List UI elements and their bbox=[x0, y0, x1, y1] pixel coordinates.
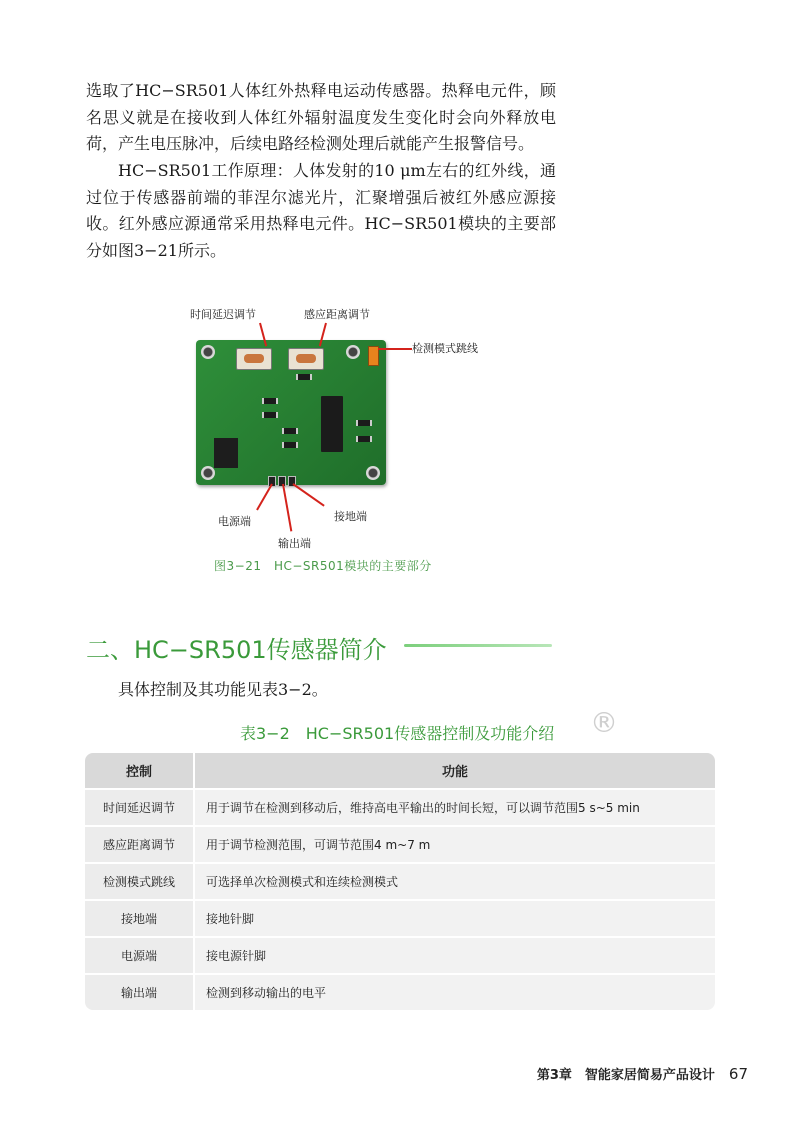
ic-chip bbox=[321, 396, 343, 452]
arrow-ground bbox=[292, 483, 324, 506]
table-header-row bbox=[85, 753, 715, 788]
arrow-mode-jumper bbox=[378, 348, 412, 350]
label-time-delay: 时间延迟调节 bbox=[190, 308, 256, 321]
table-caption: 表3−2 HC−SR501传感器控制及功能介绍 bbox=[240, 724, 555, 743]
table-header-function: 功能 bbox=[193, 753, 715, 788]
table-cell-control: 感应距离调节 bbox=[85, 827, 193, 862]
figure-hc-sr501 bbox=[150, 300, 510, 560]
table-cell-function: 用于调节在检测到移动后，维持高电平输出的时间长短，可以调节范围5 s~5 min bbox=[193, 790, 715, 825]
page-footer bbox=[537, 1064, 748, 1083]
table-row bbox=[85, 862, 715, 899]
table-cell-function: 可选择单次检测模式和连续检测模式 bbox=[193, 864, 715, 899]
table-row bbox=[85, 936, 715, 973]
table-cell-control: 输出端 bbox=[85, 975, 193, 1010]
mounting-hole bbox=[366, 466, 380, 480]
label-ground: 接地端 bbox=[334, 510, 367, 523]
table-cell-function: 检测到移动输出的电平 bbox=[193, 975, 715, 1010]
voltage-regulator bbox=[214, 438, 238, 468]
table-cell-control: 时间延迟调节 bbox=[85, 790, 193, 825]
label-mode-jumper: 检测模式跳线 bbox=[412, 342, 478, 355]
section-intro: 具体控制及其功能见表3−2。 bbox=[118, 680, 328, 699]
arrow-output bbox=[282, 484, 292, 532]
table-cell-control: 接地端 bbox=[85, 901, 193, 936]
arrow-power bbox=[256, 484, 273, 511]
section-title: 二、HC−SR501传感器简介 bbox=[86, 636, 387, 664]
mounting-hole bbox=[201, 466, 215, 480]
table-row bbox=[85, 899, 715, 936]
table-cell-control: 检测模式跳线 bbox=[85, 864, 193, 899]
label-output: 输出端 bbox=[278, 537, 311, 550]
registered-mark-watermark: ® bbox=[590, 706, 618, 739]
smd-component bbox=[282, 442, 298, 448]
body-paragraph-2: HC−SR501工作原理：人体发射的10 μm左右的红外线，通过位于传感器前端的菲涅尔滤光片，汇聚增强后被红外感应源接收。红外感应源通常采用热释电元件。HC−SR501模块的主要部分如图3−21所示。 bbox=[86, 161, 556, 260]
mounting-hole bbox=[346, 345, 360, 359]
label-sensing-distance: 感应距离调节 bbox=[304, 308, 370, 321]
table-row bbox=[85, 788, 715, 825]
smd-component bbox=[356, 420, 372, 426]
body-paragraph-1: 选取了HC−SR501人体红外热释电运动传感器。热释电元件，顾名思义就是在接收到人体红外辐射温度发生变化时会向外释放电荷，产生电压脉冲，后续电路经检测处理后就能产生报警信号。 bbox=[86, 81, 556, 153]
footer-chapter: 第3章 智能家居简易产品设计 bbox=[536, 1068, 715, 1083]
smd-component bbox=[282, 428, 298, 434]
table-cell-function: 接电源针脚 bbox=[193, 938, 715, 973]
smd-component bbox=[262, 398, 278, 404]
section-title-rule bbox=[404, 644, 552, 647]
smd-component bbox=[296, 374, 312, 380]
table-cell-function: 用于调节检测范围，可调节范围4 m~7 m bbox=[193, 827, 715, 862]
figure-caption: 图3−21 HC−SR501模块的主要部分 bbox=[214, 559, 432, 573]
table-row bbox=[85, 973, 715, 1010]
control-function-table bbox=[85, 753, 715, 1010]
sensitivity-potentiometer bbox=[288, 348, 324, 370]
pcb-board-image bbox=[196, 340, 386, 485]
table-header-control: 控制 bbox=[85, 753, 193, 788]
table-row bbox=[85, 825, 715, 862]
smd-component bbox=[356, 436, 372, 442]
table-cell-function: 接地针脚 bbox=[193, 901, 715, 936]
smd-component bbox=[262, 412, 278, 418]
table-cell-control: 电源端 bbox=[85, 938, 193, 973]
page-number: 67 bbox=[728, 1065, 748, 1083]
time-delay-potentiometer bbox=[236, 348, 272, 370]
mounting-hole bbox=[201, 345, 215, 359]
label-power: 电源端 bbox=[218, 515, 251, 528]
